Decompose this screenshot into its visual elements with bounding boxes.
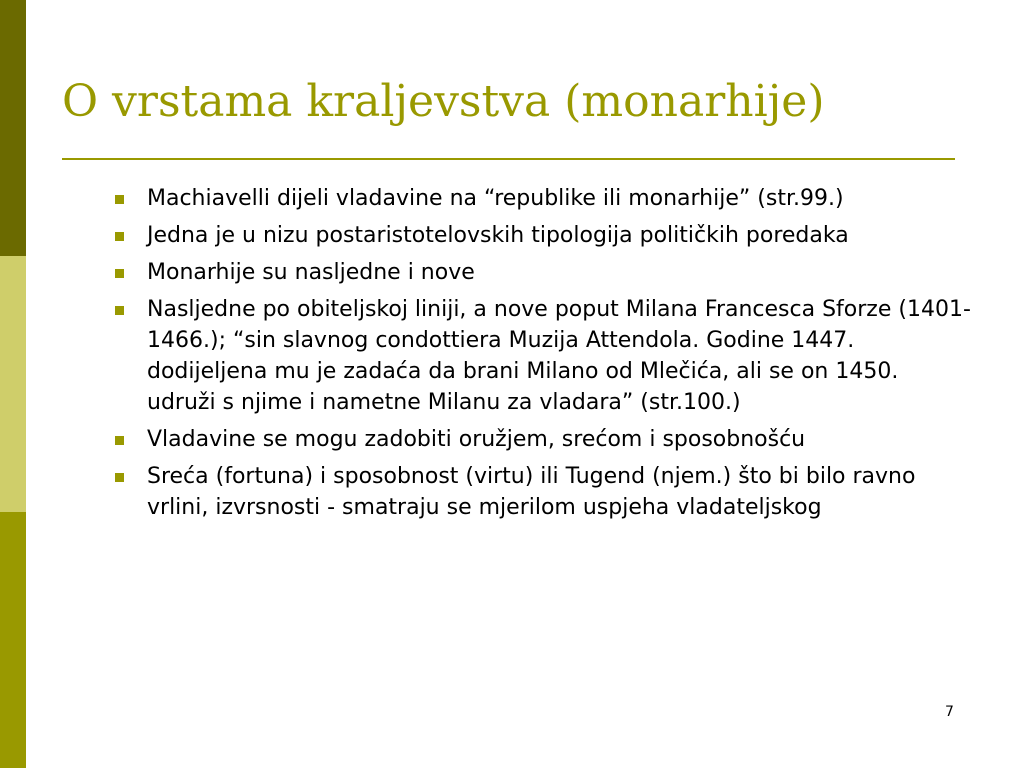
square-bullet-icon [115,269,124,278]
sidebar-stripe-olive [0,512,26,768]
bullet-item [112,257,972,288]
square-bullet-icon [115,306,124,315]
bullet-item [112,294,972,418]
square-bullet-icon [115,436,124,445]
square-bullet-icon [115,232,124,241]
square-bullet-icon [115,473,124,482]
bullet-item [112,220,972,251]
bullet-text: Jedna je u nizu postaristotelovskih tipologija političkih poredaka [147,223,849,248]
bullet-list [112,183,972,529]
square-bullet-icon [115,195,124,204]
bullet-text: Monarhije su nasljedne i nove [147,260,475,285]
bullet-text: Vladavine se mogu zadobiti oružjem, srećom i sposobnošću [147,427,806,452]
sidebar-stripe-dark [0,0,26,256]
slide-title: O vrstama kraljevstva (monarhije) [62,76,825,127]
sidebar-stripe-light [0,256,26,512]
bullet-text: Sreća (fortuna) i sposobnost (virtu) ili Tugend (njem.) što bi bilo ravno vrlini, izvrsnosti - smatraju se mjerilom uspjeha vladateljskog [147,464,916,520]
bullet-text: Nasljedne po obiteljskoj liniji, a nove poput Milana Francesca Sforze (1401-1466.); “sin slavnog condottiera Muzija Attendola. Godine 1447. dodijeljena mu je zadaća da brani Milano od Mlečića, ali se on 1450. udruži s njime i nametne Milanu za vladara” (str.100.) [147,297,971,415]
bullet-text: Machiavelli dijeli vladavine na “republike ili monarhije” (str.99.) [147,186,844,211]
page-number: 7 [945,704,954,720]
title-underline [62,158,955,160]
bullet-item [112,461,972,523]
bullet-item [112,424,972,455]
bullet-item [112,183,972,214]
